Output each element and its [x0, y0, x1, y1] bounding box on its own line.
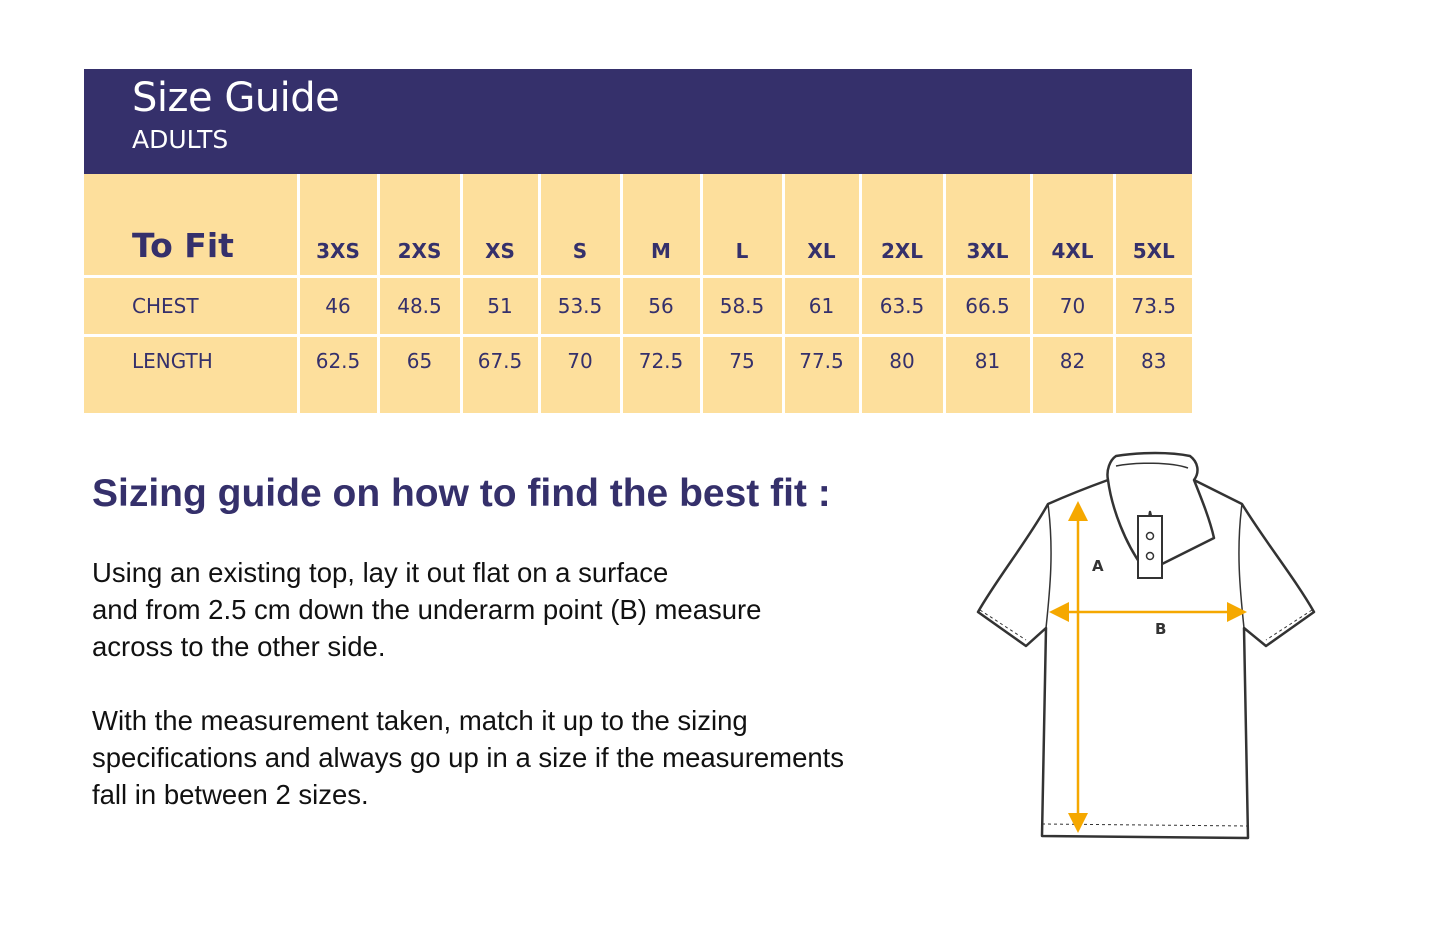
- page-title: Size Guide: [132, 75, 340, 121]
- size-header: 3XL: [944, 174, 1031, 277]
- size-header: 5XL: [1114, 174, 1192, 277]
- row-label: CHEST: [84, 277, 298, 336]
- size-header: 4XL: [1031, 174, 1114, 277]
- page-subtitle: ADULTS: [132, 125, 229, 154]
- size-header: L: [701, 174, 783, 277]
- guide-text-line: and from 2.5 cm down the underarm point (B) measure: [92, 594, 762, 625]
- size-header: M: [621, 174, 701, 277]
- size-header: 2XL: [860, 174, 944, 277]
- guide-text-line: fall in between 2 sizes.: [92, 779, 369, 810]
- table-cell: 65: [378, 336, 461, 414]
- table-cell: 80: [860, 336, 944, 414]
- polo-shirt-diagram: [966, 440, 1376, 880]
- guide-text-line: Using an existing top, lay it out flat on a surface: [92, 557, 669, 588]
- chest-label: B: [1155, 620, 1167, 638]
- table-cell: 81: [944, 336, 1031, 414]
- table-cell: 70: [1031, 277, 1114, 336]
- guide-paragraph-2: [92, 702, 844, 813]
- table-cell: 66.5: [944, 277, 1031, 336]
- table-cell: 72.5: [621, 336, 701, 414]
- size-header: 3XS: [298, 174, 378, 277]
- table-cell: 70: [539, 336, 621, 414]
- table-cell: 75: [701, 336, 783, 414]
- table-cell: 63.5: [860, 277, 944, 336]
- size-table: [84, 174, 1192, 413]
- size-header: XS: [461, 174, 539, 277]
- table-row-chest: [84, 277, 1192, 336]
- to-fit-label: To Fit: [84, 174, 298, 277]
- size-header: XL: [783, 174, 860, 277]
- length-label: A: [1092, 557, 1104, 575]
- size-guide-header: [84, 69, 1192, 174]
- table-cell: 83: [1114, 336, 1192, 414]
- table-row-length: [84, 336, 1192, 414]
- size-header: S: [539, 174, 621, 277]
- guide-text-line: specifications and always go up in a size if the measurements: [92, 742, 845, 773]
- table-cell: 53.5: [539, 277, 621, 336]
- table-cell: 73.5: [1114, 277, 1192, 336]
- row-label: LENGTH: [84, 336, 298, 414]
- table-cell: 48.5: [378, 277, 461, 336]
- table-cell: 67.5: [461, 336, 539, 414]
- table-cell: 77.5: [783, 336, 860, 414]
- guide-text-line: With the measurement taken, match it up to the sizing: [92, 705, 748, 736]
- size-header: 2XS: [378, 174, 461, 277]
- size-header-row: [84, 174, 1192, 277]
- table-cell: 61: [783, 277, 860, 336]
- placket: [1138, 516, 1162, 578]
- guide-paragraph-1: [92, 554, 761, 665]
- table-cell: 46: [298, 277, 378, 336]
- table-cell: 82: [1031, 336, 1114, 414]
- guide-text-line: across to the other side.: [92, 631, 386, 662]
- guide-heading: Sizing guide on how to find the best fit :: [92, 472, 831, 515]
- table-cell: 62.5: [298, 336, 378, 414]
- table-cell: 58.5: [701, 277, 783, 336]
- table-cell: 56: [621, 277, 701, 336]
- table-cell: 51: [461, 277, 539, 336]
